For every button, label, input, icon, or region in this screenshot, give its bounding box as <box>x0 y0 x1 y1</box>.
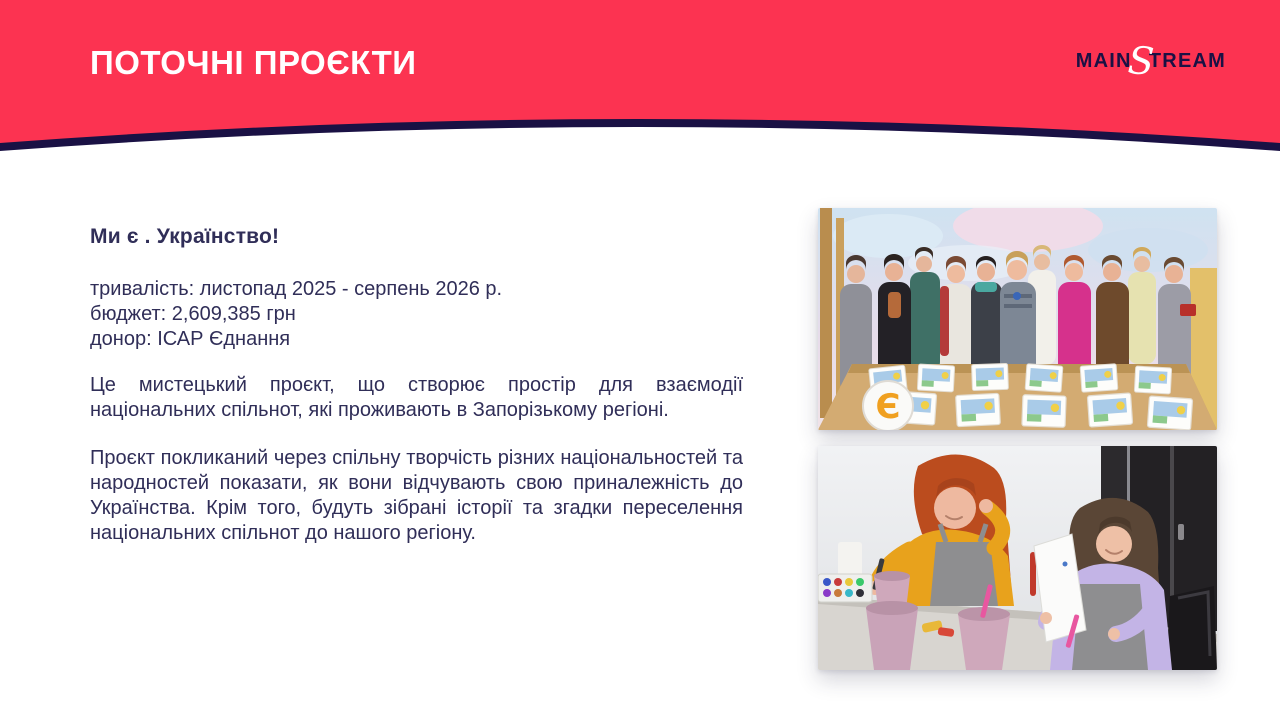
project-text-block <box>90 224 743 546</box>
logo-text-tream: TREAM <box>1148 50 1226 72</box>
project-description-2: Проєкт покликаний через спільну творчість різних національностей та народностей показати, як вони відчувають свою приналежність до Українства. Крім того, будуть зібрані історії та згадки переселення національних спільнот до нашого регіону. <box>90 447 743 544</box>
project-title: Ми є . Українство! <box>90 225 280 248</box>
project-duration: тривалість: листопад 2025 - серпень 2026 р. <box>90 278 503 300</box>
photo-workshop-illustration <box>818 446 1217 670</box>
photo-group-illustration <box>818 208 1217 430</box>
photo-group-with-artworks <box>818 208 1217 430</box>
project-budget: бюджет: 2,609,385 грн <box>90 303 296 325</box>
project-description-1: Це мистецький проєкт, що створює простір для взаємодії національних спільнот, які проживають в Запорізькому регіоні. <box>90 374 743 421</box>
photo-ceramics-painting <box>818 446 1217 670</box>
svg-text:Є: Є <box>875 387 901 427</box>
header-banner <box>0 0 1280 170</box>
mainstream-logo <box>1075 37 1226 84</box>
logo-script-s: S <box>1126 37 1157 84</box>
logo-text-main: MAIN <box>1075 50 1132 72</box>
project-donor: донор: ІСАР Єднання <box>90 328 291 350</box>
page-title: ПОТОЧНІ ПРОЄКТИ <box>90 44 417 81</box>
project-details <box>90 277 743 352</box>
header-curve-background <box>0 0 1280 170</box>
